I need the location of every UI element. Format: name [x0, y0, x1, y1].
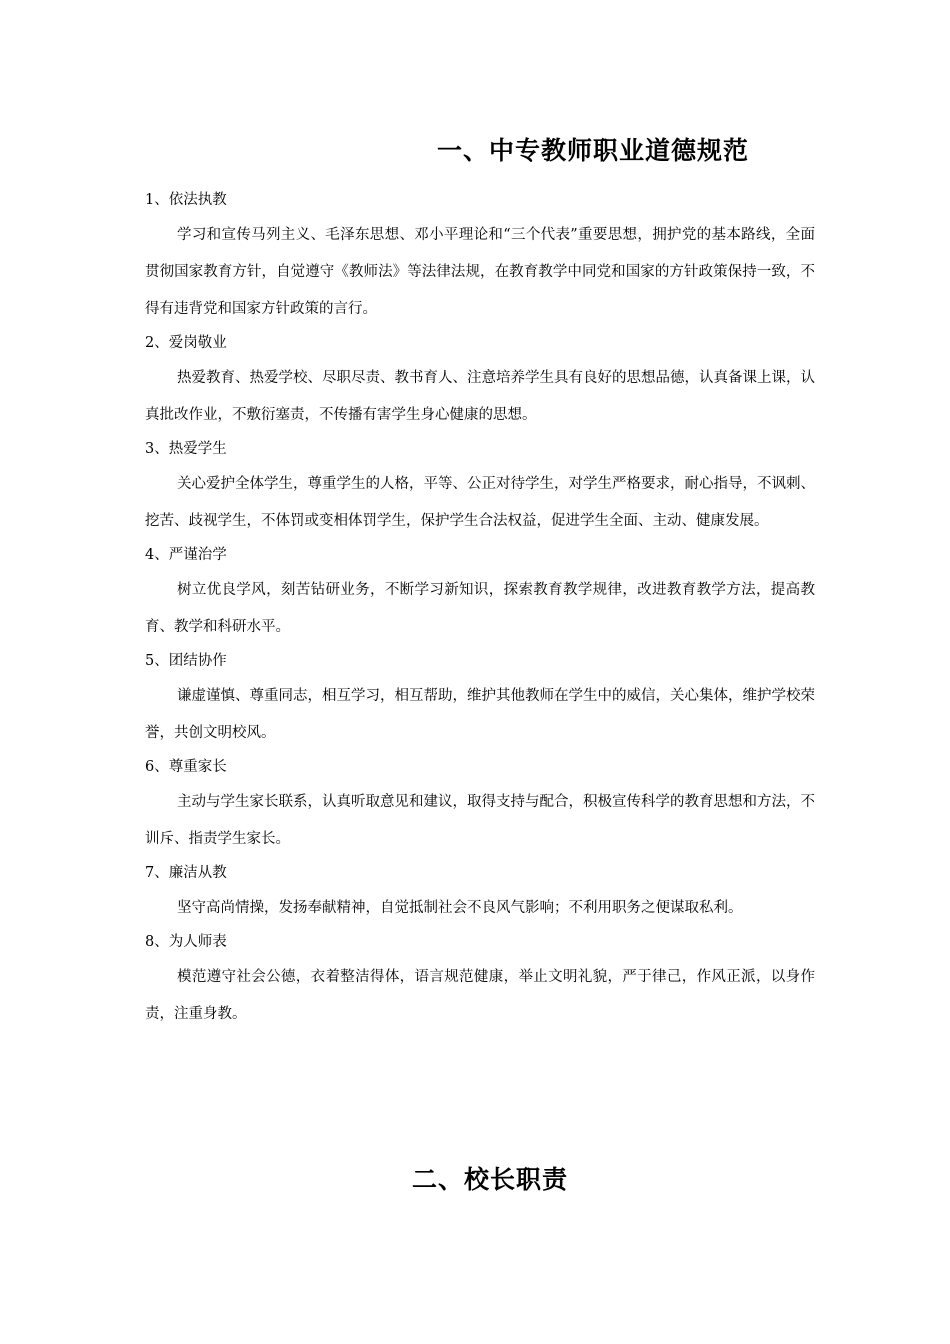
section-paragraph: 模范遵守社会公德，衣着整洁得体，语言规范健康，举止文明礼貌，严于律己，作风正派，以身作责，注重身教。 [145, 969, 815, 1022]
section-paragraph: 关心爱护全体学生，尊重学生的人格，平等、公正对待学生，对学生严格要求，耐心指导，不讽刺、挖苦、歧视学生，不体罚或变相体罚学生，保护学生合法权益，促进学生全面、主动、健康发展。 [145, 476, 815, 529]
section-paragraph: 坚守高尚情操，发扬奉献精神，自觉抵制社会不良风气影响；不利用职务之便谋取私利。 [177, 900, 743, 916]
document-title: 一、中专教师职业道德规范 [437, 136, 750, 165]
document-body [145, 187, 815, 1035]
section-paragraph: 学习和宣传马列主义、毛泽东思想、邓小平理论和“三个代表”重要思想，拥护党的基本路线，全面贯彻国家教育方针，自觉遵守《教师法》等法律法规，在教育教学中同党和国家的方针政策保持一致，不得有违背党和国家方针政策的言行。 [145, 227, 815, 317]
section-paragraph: 树立优良学风，刻苦钻研业务，不断学习新知识，探索教育教学规律，改进教育教学方法，提高教育、教学和科研水平。 [145, 582, 815, 635]
section-heading: 7、廉洁从教 [145, 865, 227, 881]
section-heading: 2、爱岗敬业 [145, 335, 227, 351]
section-paragraph: 热爱教育、热爱学校、尽职尽责、教书育人、注意培养学生具有良好的思想品德，认真备课上课，认真批改作业，不敷衍塞责，不传播有害学生身心健康的思想。 [145, 370, 815, 423]
section-heading: 3、热爱学生 [145, 441, 227, 457]
section-heading: 8、为人师表 [145, 934, 227, 950]
section-heading: 5、团结协作 [145, 653, 227, 669]
section-paragraph: 主动与学生家长联系，认真听取意见和建议，取得支持与配合，积极宣传科学的教育思想和方法，不训斥、指责学生家长。 [145, 794, 815, 847]
section-heading: 4、严谨治学 [145, 547, 227, 563]
next-chapter-title: 二、校长职责 [412, 1165, 569, 1194]
section-heading: 1、依法执教 [145, 192, 227, 208]
section-heading: 6、尊重家长 [145, 759, 227, 775]
section-paragraph: 谦虚谨慎、尊重同志，相互学习，相互帮助，维护其他教师在学生中的威信，关心集体，维护学校荣誉，共创文明校风。 [145, 688, 815, 741]
